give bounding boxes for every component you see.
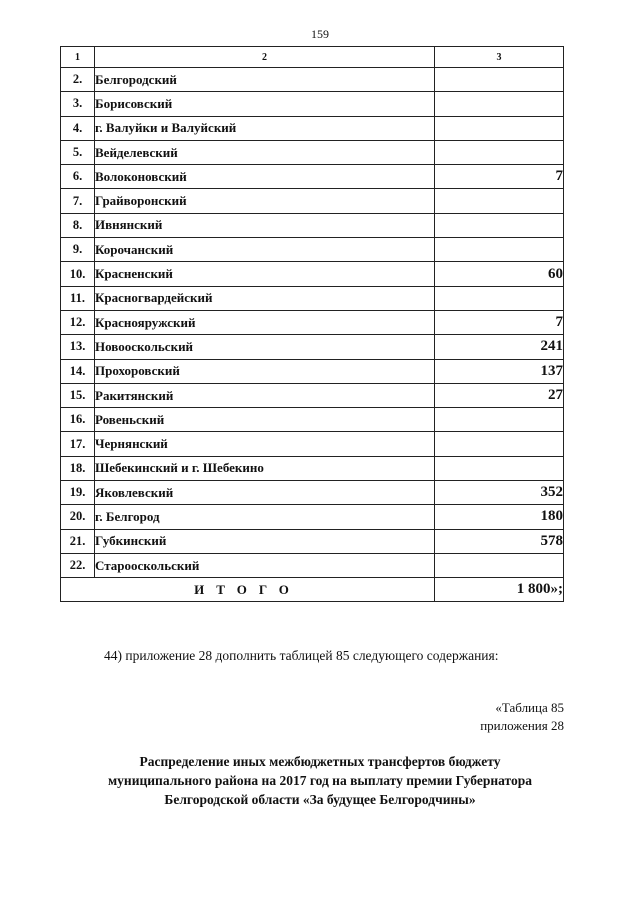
table-row bbox=[61, 116, 564, 140]
row-number: 4. bbox=[61, 116, 95, 140]
district-name: Ивнянский bbox=[95, 213, 435, 237]
row-number: 8. bbox=[61, 213, 95, 237]
total-row bbox=[61, 578, 564, 602]
district-name: Прохоровский bbox=[95, 359, 435, 383]
section-title-line-3: Белгородской области «За будущее Белгородчины» bbox=[164, 792, 476, 807]
transfer-amount bbox=[435, 553, 564, 577]
transfer-amount bbox=[435, 68, 564, 92]
district-name: Вейделевский bbox=[95, 140, 435, 164]
row-number: 11. bbox=[61, 286, 95, 310]
distribution-table bbox=[60, 46, 564, 602]
row-number: 21. bbox=[61, 529, 95, 553]
district-name: Корочанский bbox=[95, 238, 435, 262]
section-title-line-1: Распределение иных межбюджетных трансфертов бюджету bbox=[139, 754, 501, 769]
transfer-amount bbox=[435, 140, 564, 164]
row-number: 22. bbox=[61, 553, 95, 577]
transfer-amount bbox=[435, 92, 564, 116]
transfer-amount bbox=[435, 456, 564, 480]
district-name: г. Валуйки и Валуйский bbox=[95, 116, 435, 140]
row-number: 6. bbox=[61, 165, 95, 189]
table-row bbox=[61, 140, 564, 164]
table-header-row bbox=[61, 47, 564, 68]
district-name: Краснояружский bbox=[95, 310, 435, 334]
transfer-amount: 137 bbox=[435, 359, 564, 383]
row-number: 16. bbox=[61, 408, 95, 432]
district-name: Губкинский bbox=[95, 529, 435, 553]
row-number: 12. bbox=[61, 310, 95, 334]
table-row bbox=[61, 68, 564, 92]
transfer-amount: 7 bbox=[435, 310, 564, 334]
transfer-amount bbox=[435, 189, 564, 213]
row-number: 9. bbox=[61, 238, 95, 262]
table-row bbox=[61, 408, 564, 432]
section-title-line-2: муниципального района на 2017 год на выплату премии Губернатора bbox=[107, 773, 533, 788]
row-number: 3. bbox=[61, 92, 95, 116]
row-number: 7. bbox=[61, 189, 95, 213]
district-name: Старооскольский bbox=[95, 553, 435, 577]
table-row bbox=[61, 529, 564, 553]
table-row bbox=[61, 310, 564, 334]
table-row bbox=[61, 335, 564, 359]
district-name: Волоконовский bbox=[95, 165, 435, 189]
column-header-1: 1 bbox=[61, 47, 95, 68]
transfer-amount bbox=[435, 213, 564, 237]
row-number: 19. bbox=[61, 481, 95, 505]
district-name: Красненский bbox=[95, 262, 435, 286]
district-name: Ракитянский bbox=[95, 383, 435, 407]
table-row bbox=[61, 456, 564, 480]
table-row bbox=[61, 165, 564, 189]
district-name: Грайворонский bbox=[95, 189, 435, 213]
transfer-amount bbox=[435, 238, 564, 262]
amendment-paragraph: 44) приложение 28 дополнить таблицей 85 следующего содержания: bbox=[104, 648, 499, 663]
total-label: ИТОГО bbox=[61, 578, 435, 602]
table-row bbox=[61, 262, 564, 286]
district-name: Новооскольский bbox=[95, 335, 435, 359]
row-number: 18. bbox=[61, 456, 95, 480]
district-name: Шебекинский и г. Шебекино bbox=[95, 456, 435, 480]
table-row bbox=[61, 505, 564, 529]
transfer-amount bbox=[435, 116, 564, 140]
transfer-amount: 352 bbox=[435, 481, 564, 505]
transfer-amount: 241 bbox=[435, 335, 564, 359]
district-name: Ровеньский bbox=[95, 408, 435, 432]
table-row bbox=[61, 286, 564, 310]
district-name: Белгородский bbox=[95, 68, 435, 92]
transfer-amount: 60 bbox=[435, 262, 564, 286]
table-body bbox=[61, 68, 564, 578]
transfer-amount bbox=[435, 408, 564, 432]
table-row bbox=[61, 189, 564, 213]
transfer-amount bbox=[435, 286, 564, 310]
transfer-amount bbox=[435, 432, 564, 456]
row-number: 20. bbox=[61, 505, 95, 529]
transfer-amount: 578 bbox=[435, 529, 564, 553]
table-caption-appendix: приложения 28 bbox=[480, 718, 564, 733]
transfer-amount: 180 bbox=[435, 505, 564, 529]
table-row bbox=[61, 359, 564, 383]
total-value: 1 800»; bbox=[435, 578, 564, 602]
district-name: Чернянский bbox=[95, 432, 435, 456]
district-name: Борисовский bbox=[95, 92, 435, 116]
row-number: 13. bbox=[61, 335, 95, 359]
column-header-3: 3 bbox=[435, 47, 564, 68]
table-row bbox=[61, 213, 564, 237]
district-name: г. Белгород bbox=[95, 505, 435, 529]
table-caption-number: «Таблица 85 bbox=[495, 700, 564, 715]
district-name: Яковлевский bbox=[95, 481, 435, 505]
table-row bbox=[61, 383, 564, 407]
table-row bbox=[61, 238, 564, 262]
row-number: 2. bbox=[61, 68, 95, 92]
page-number: 159 bbox=[311, 27, 329, 41]
table-row bbox=[61, 432, 564, 456]
table-row bbox=[61, 481, 564, 505]
row-number: 14. bbox=[61, 359, 95, 383]
row-number: 17. bbox=[61, 432, 95, 456]
row-number: 15. bbox=[61, 383, 95, 407]
transfer-amount: 7 bbox=[435, 165, 564, 189]
row-number: 10. bbox=[61, 262, 95, 286]
row-number: 5. bbox=[61, 140, 95, 164]
transfer-amount: 27 bbox=[435, 383, 564, 407]
table-row bbox=[61, 92, 564, 116]
column-header-2: 2 bbox=[95, 47, 435, 68]
district-name: Красногвардейский bbox=[95, 286, 435, 310]
table-row bbox=[61, 553, 564, 577]
